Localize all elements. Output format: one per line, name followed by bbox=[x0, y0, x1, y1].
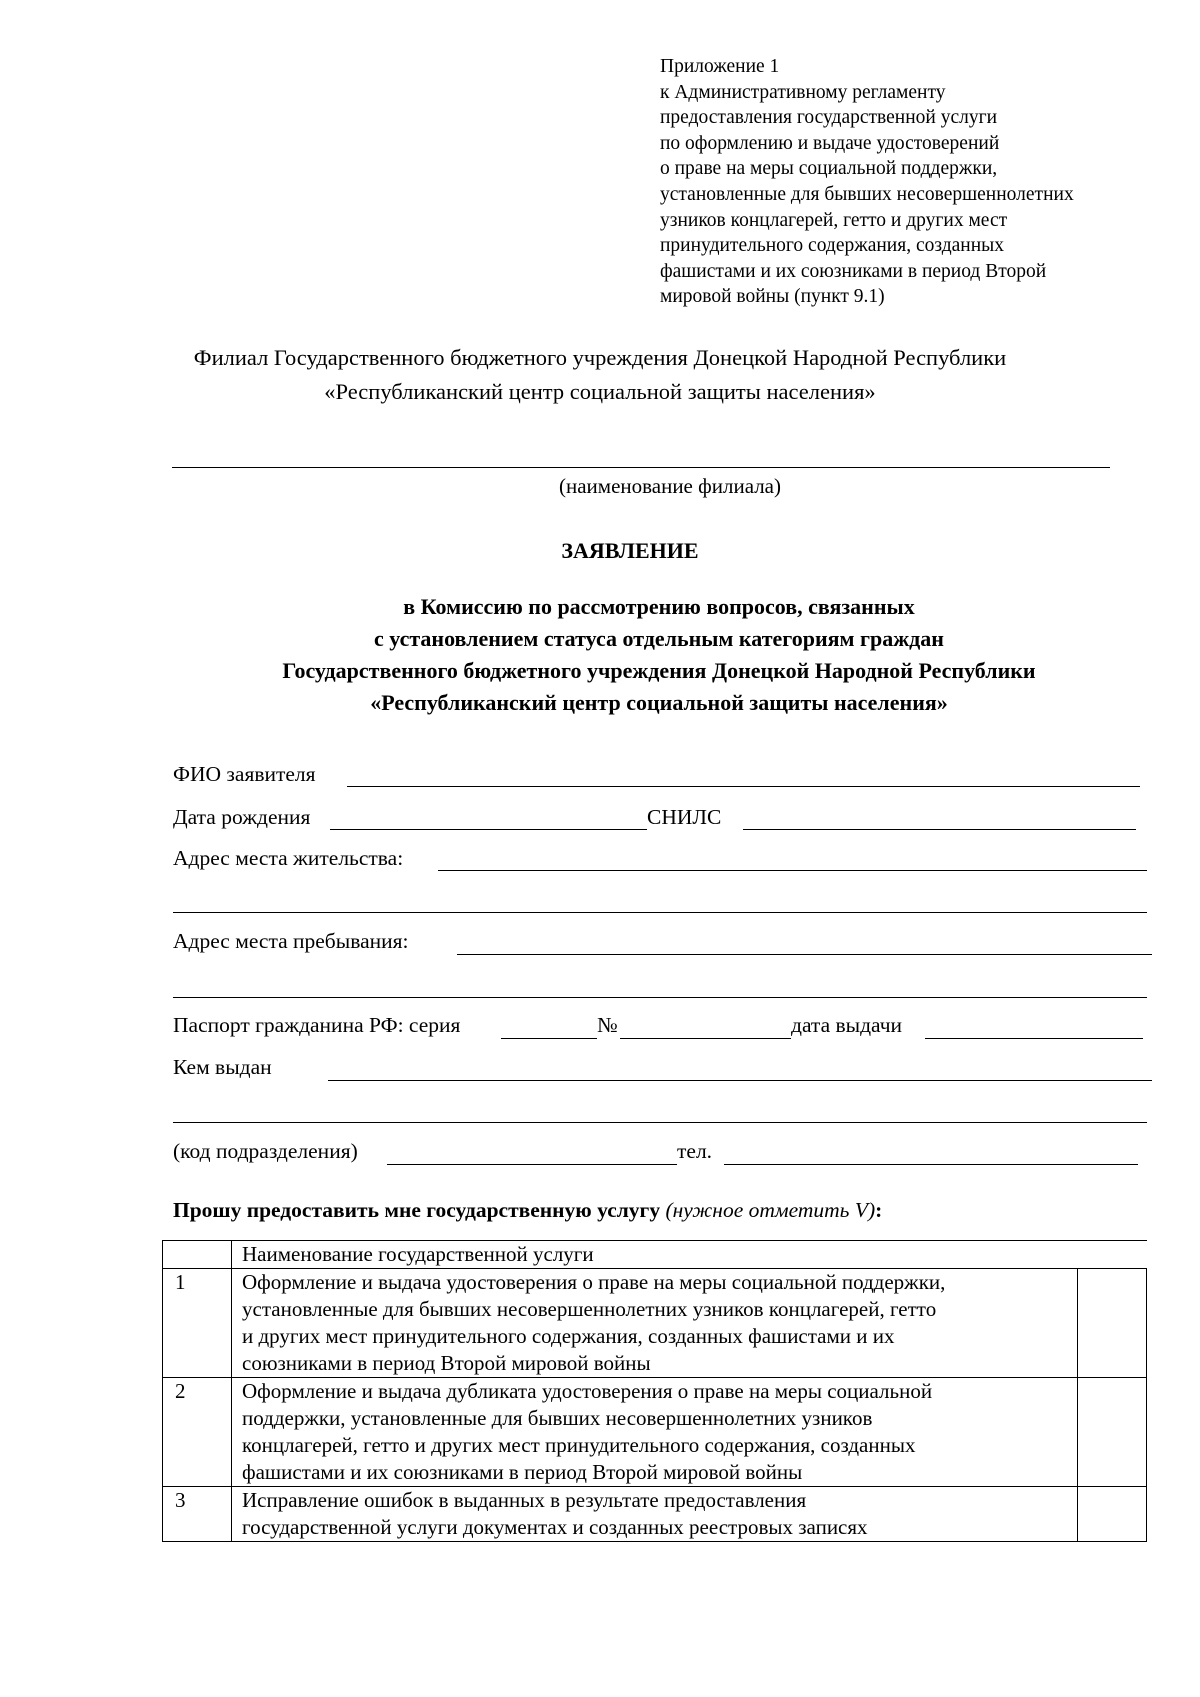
table-row bbox=[163, 1378, 1147, 1487]
appendix-line: Приложение 1 bbox=[660, 56, 780, 77]
service-line: Оформление и выдача удостоверения о праве на меры социальной поддержки, bbox=[242, 1270, 946, 1294]
service-line: Исправление ошибок в выданных в результате предоставления bbox=[242, 1488, 807, 1512]
organization-line-1: Филиал Государственного бюджетного учреждения Донецкой Народной Республики bbox=[193, 345, 1007, 370]
service-checkbox[interactable] bbox=[1078, 1487, 1147, 1542]
issued-by-label: Кем выдан bbox=[173, 1055, 272, 1079]
passport-series-label: Паспорт гражданина РФ: серия bbox=[173, 1013, 461, 1037]
service-description bbox=[232, 1378, 1078, 1487]
service-description bbox=[232, 1487, 1078, 1542]
birth-date-field[interactable] bbox=[330, 829, 647, 830]
row-number: 1 bbox=[163, 1269, 232, 1378]
passport-series-field[interactable] bbox=[501, 1038, 597, 1039]
service-line: поддержки, установленные для бывших несовершеннолетних узников bbox=[242, 1406, 873, 1430]
birth-date-label: Дата рождения bbox=[173, 805, 311, 829]
services-table bbox=[162, 1240, 1147, 1542]
appendix-line: принудительного содержания, созданных bbox=[660, 235, 1005, 257]
fio-field[interactable] bbox=[347, 786, 1140, 787]
appendix-line: узников концлагерей, гетто и других мест bbox=[660, 209, 1008, 231]
appendix-note bbox=[660, 54, 1074, 310]
row-number: 2 bbox=[163, 1378, 232, 1487]
stay-address-label: Адрес места пребывания: bbox=[173, 929, 409, 953]
request-text: Прошу предоставить мне государственную услугу bbox=[173, 1198, 661, 1222]
appendix-line: о праве на меры социальной поддержки, bbox=[660, 158, 998, 180]
phone-field[interactable] bbox=[724, 1164, 1138, 1165]
request-statement bbox=[173, 1198, 882, 1223]
service-line: фашистами и их союзниками в период Второй мировой войны bbox=[242, 1460, 803, 1484]
service-line: Оформление и выдача дубликата удостоверения о праве на меры социальной bbox=[242, 1379, 933, 1403]
passport-number-field[interactable] bbox=[620, 1038, 791, 1039]
issue-date-label: дата выдачи bbox=[791, 1013, 903, 1037]
issued-by-field-continued[interactable] bbox=[173, 1122, 1147, 1123]
service-line: концлагерей, гетто и других мест принудительного содержания, созданных bbox=[242, 1433, 916, 1457]
branch-caption: (наименование филиала) bbox=[558, 474, 781, 498]
appendix-line: предоставления государственной услуги bbox=[660, 107, 998, 129]
stay-address-field[interactable] bbox=[457, 954, 1152, 955]
passport-number-label: № bbox=[597, 1013, 618, 1037]
request-hint: (нужное отметить V) bbox=[665, 1198, 876, 1222]
appendix-line: фашистами и их союзниками в период Второй bbox=[660, 260, 1047, 282]
service-checkbox[interactable] bbox=[1078, 1378, 1147, 1487]
table-header-row bbox=[163, 1241, 1147, 1269]
issued-by-field[interactable] bbox=[328, 1080, 1152, 1081]
service-line: государственной услуги документах и созданных реестровых записях bbox=[242, 1515, 868, 1539]
residence-label: Адрес места жительства: bbox=[173, 846, 404, 870]
snils-field[interactable] bbox=[743, 829, 1136, 830]
appendix-line: по оформлению и выдаче удостоверений bbox=[660, 132, 1000, 154]
service-checkbox[interactable] bbox=[1078, 1269, 1147, 1378]
table-row bbox=[163, 1269, 1147, 1378]
service-line: установленные для бывших несовершеннолетних узников концлагерей, гетто bbox=[242, 1297, 937, 1321]
service-description bbox=[232, 1269, 1078, 1378]
subtitle-line: «Республиканский центр социальной защиты населения» bbox=[370, 690, 948, 715]
table-row bbox=[163, 1487, 1147, 1542]
stay-address-field-continued[interactable] bbox=[173, 997, 1147, 998]
appendix-line: к Административному регламенту bbox=[660, 81, 946, 103]
table-header: Наименование государственной услуги bbox=[232, 1241, 1147, 1269]
subtitle-line: Государственного бюджетного учреждения Донецкой Народной Республики bbox=[282, 658, 1036, 683]
phone-label: тел. bbox=[677, 1139, 713, 1163]
snils-label: СНИЛС bbox=[647, 805, 722, 829]
row-number: 3 bbox=[163, 1487, 232, 1542]
fio-label: ФИО заявителя bbox=[173, 762, 316, 786]
residence-field-continued[interactable] bbox=[173, 912, 1147, 913]
subtitle-line: в Комиссию по рассмотрению вопросов, связанных bbox=[403, 594, 915, 619]
appendix-line: установленные для бывших несовершеннолетних bbox=[660, 183, 1074, 205]
table-cell bbox=[163, 1241, 232, 1269]
division-code-label: (код подразделения) bbox=[173, 1139, 358, 1163]
issue-date-field[interactable] bbox=[925, 1038, 1143, 1039]
service-line: союзниками в период Второй мировой войны bbox=[242, 1351, 651, 1375]
branch-name-line[interactable] bbox=[172, 467, 1110, 468]
organization-line-2: «Республиканский центр социальной защиты населения» bbox=[324, 379, 876, 404]
service-line: и других мест принудительного содержания, созданных фашистами и их bbox=[242, 1324, 895, 1348]
residence-field[interactable] bbox=[438, 870, 1147, 871]
request-colon: : bbox=[875, 1198, 883, 1222]
division-code-field[interactable] bbox=[387, 1164, 677, 1165]
document-title: ЗАЯВЛЕНИЕ bbox=[561, 538, 699, 563]
appendix-line: мировой войны (пункт 9.1) bbox=[660, 286, 885, 308]
subtitle-line: с установлением статуса отдельным категориям граждан bbox=[373, 626, 944, 651]
